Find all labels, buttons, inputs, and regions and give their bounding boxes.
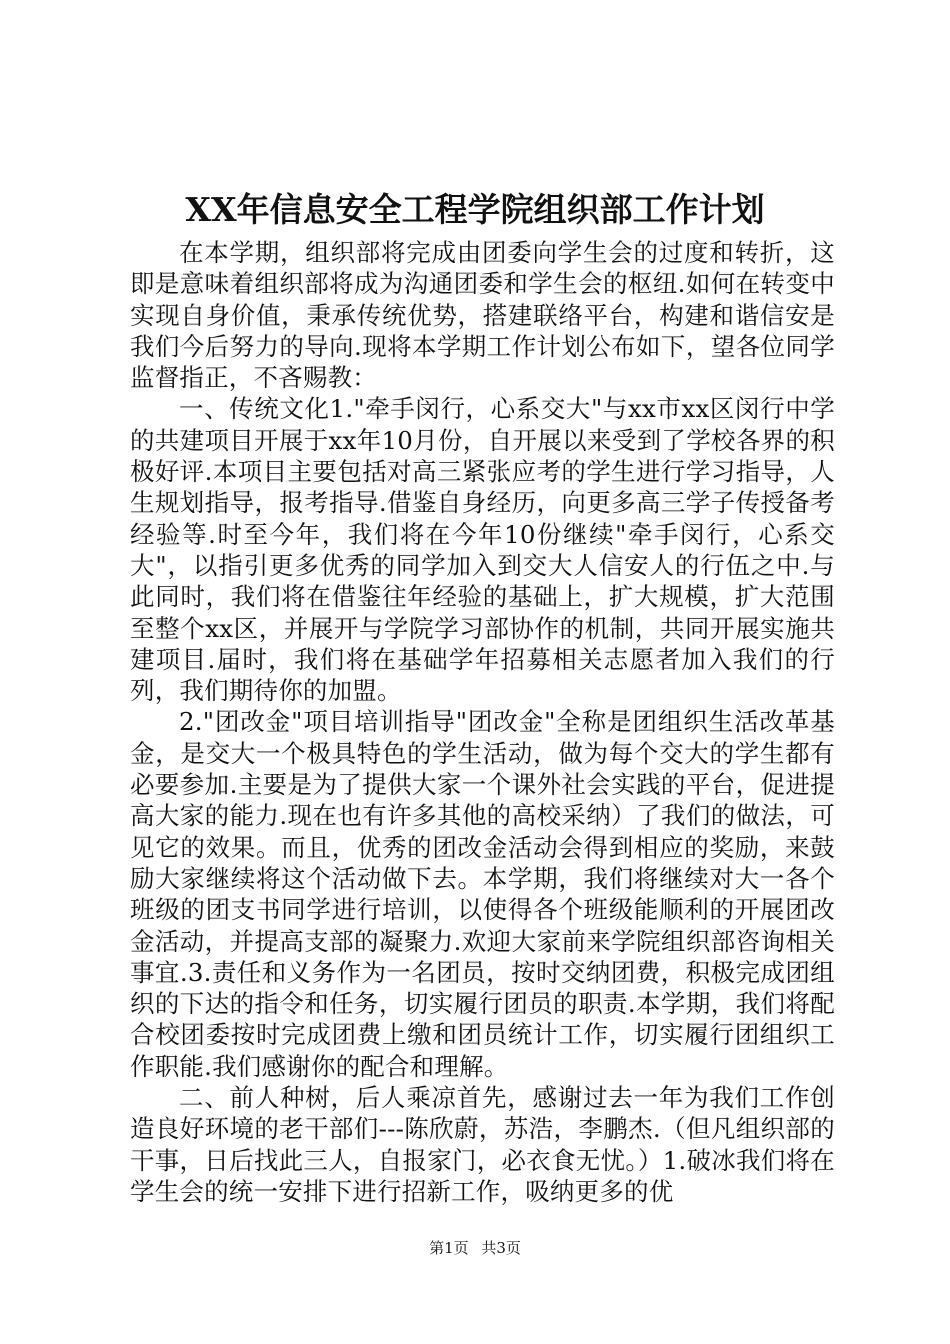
paragraph-intro: 在本学期，组织部将完成由团委向学生会的过度和转折，这即是意味着组织部将成为沟通团委和学生会的枢纽.如何在转变中实现自身价值，秉承传统优势，搭建联络平台，构建和谐信安是我们今后努力的导向.现将本学期工作计划公布如下，望各位同学监督指正，不吝赐教： [130,238,835,393]
page-number: 第1页 [429,1239,469,1257]
page-total: 共3页 [481,1239,521,1257]
paragraph-traditional-culture: 一、传统文化1."牵手闵行，心系交大"与xx市xx区闵行中学的共建项目开展于xx年10月份，自开展以来受到了学校各界的积极好评.本项目主要包括对高三紧张应考的学生进行学习指导，人生规划指导，报考指导.借鉴自身经历，向更多高三学子传授备考经验等.时至今年，我们将在今年10份继续"牵手闵行，心系交大"，以指引更多优秀的同学加入到交大人信安人的行伍之中.与此同时，我们将在借鉴往年经验的基础上，扩大规模，扩大范围至整个xx区，并展开与学院学习部协作的机制，共同开展实施共建项目.届时，我们将在基础学年招募相关志愿者加入我们的行列，我们期待你的加盟。 [130,394,835,706]
paragraph-predecessors: 二、前人种树，后人乘凉首先，感谢过去一年为我们工作创造良好环境的老干部们---陈欣蔚，苏浩，李鹏杰.（但凡组织部的干事，日后找此三人，自报家门，必衣食无忧。）1.破冰我们将在学生会的统一安排下进行招新工作，吸纳更多的优 [130,1083,835,1206]
document-body [130,237,835,1207]
page-footer [0,1238,950,1258]
document-title: XX年信息安全工程学院组织部工作计划 [185,190,765,229]
paragraph-tuangaijin: 2."团改金"项目培训指导"团改金"全称是团组织生活改革基金，是交大一个极具特色的学生活动，做为每个交大的学生都有必要参加.主要是为了提供大家一个课外社会实践的平台，促进提高大家的能力.现在也有许多其他的高校采纳）了我们的做法，可见它的效果。而且，优秀的团改金活动会得到相应的奖励，来鼓励大家继续将这个活动做下去。本学期，我们将继续对大一各个班级的团支书同学进行培训，以使得各个班级能顺利的开展团改金活动，并提高支部的凝聚力.欢迎大家前来学院组织部咨询相关事宜.3.责任和义务作为一名团员，按时交纳团费，积极完成团组织的下达的指令和任务，切实履行团员的职责.本学期，我们将配合校团委按时完成团费上缴和团员统计工作，切实履行团组织工作职能.我们感谢你的配合和理解。 [130,707,835,1081]
